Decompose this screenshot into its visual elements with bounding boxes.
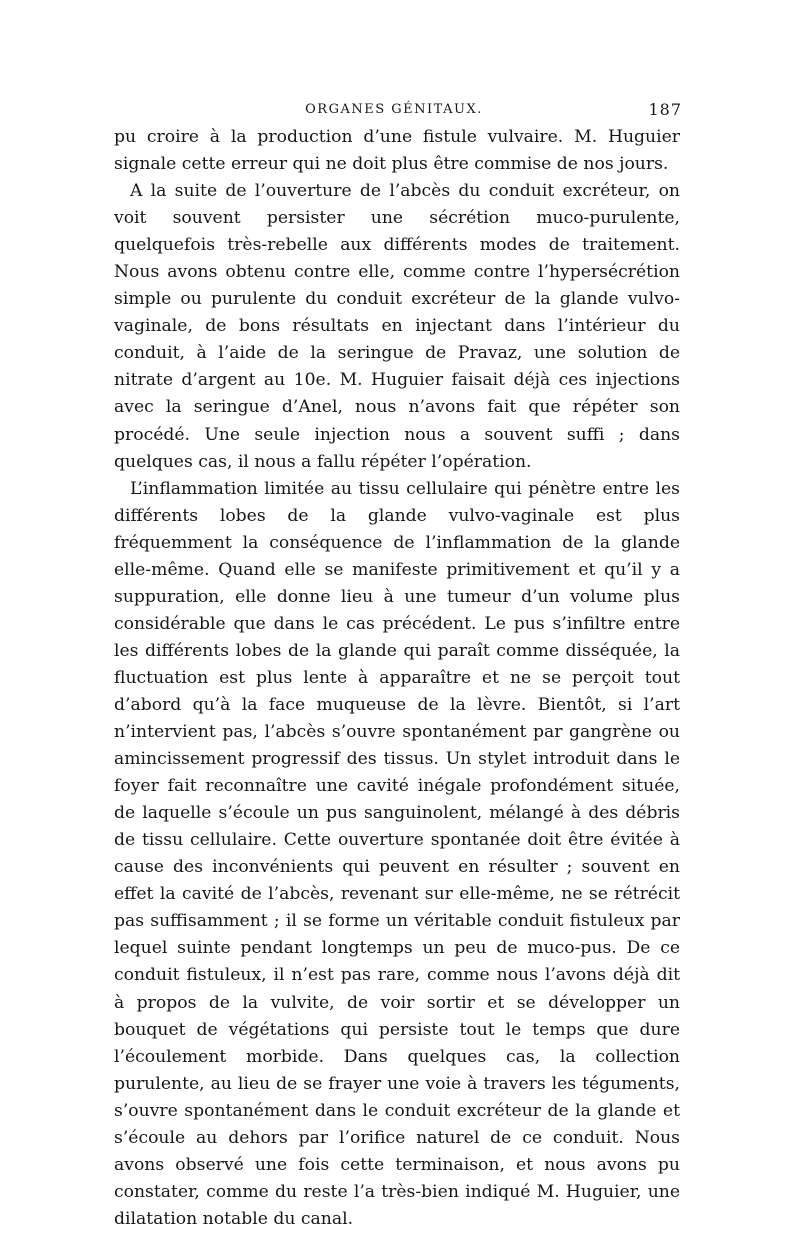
page-number: 187 [648,100,682,119]
paragraph-inflammation: L’inflammation limitée au tissu cellulaire qui pénètre entre les différents lobes de la glande vulvo-vaginale est plus fréquemment la conséquence de l’inflammation de la glande elle-même. Quand elle se manifeste primitivement et qu’il y a suppuration, elle donne lieu à une tumeur d’un volume plus considérable que dans le cas précédent. Le pus s’infiltre entre les différents lobes de la glande qui paraît comme disséquée, la fluctuation est plus lente à apparaître et ne se perçoit tout d’abord qu’à la face muqueuse de la lèvre. Bientôt, si l’art n’intervient pas, l’abcès s’ouvre spontanément par gangrène ou amincissement progressif des tissus. Un stylet introduit dans le foyer fait reconnaître une cavité inégale profondément située, de laquelle s’écoule un pus sanguinolent, mélangé à des débris de tissu cellulaire. Cette ouverture spontanée doit être évitée à cause des inconvénients qui peuvent en résulter ; souvent en effet la cavité de l’abcès, revenant sur elle-même, ne se rétrécit pas suffisamment ; il se forme un véritable conduit fistuleux par lequel suinte pendant longtemps un peu de muco-pus. De ce conduit fistuleux, il n’est pas rare, comme nous l’avons déjà dit à propos de la vulvite, de voir sortir et se développer un bouquet de végétations qui persiste tout le temps que dure l’écoulement morbide. Dans quelques cas, la collection purulente, au lieu de se frayer une voie à travers les téguments, s’ouvre spontanément dans le conduit excréteur de la glande et s’écoule au dehors par l’orifice naturel de ce conduit. Nous avons observé une fois cette terminaison, et nous avons pu constater, comme du reste l’a très-bien indiqué M. Huguier, une dilatation notable du canal. [114,478,680,1229]
running-head [108,100,680,122]
paragraph-continuation: pu croire à la production d’une fistule vulvaire. M. Huguier signale cette erreur qui ne doit plus être commise de nos jours. [114,127,680,175]
body-text [114,124,680,1233]
paragraph-abscess-treatment: A la suite de l’ouverture de l’abcès du conduit excréteur, on voit souvent persister une sécrétion muco-purulente, quelquefois très-rebelle aux différents modes de traitement. Nous avons obtenu contre elle, comme contre l’hypersécrétion simple ou purulente du conduit excréteur de la glande vulvo-vaginale, de bons résultats en injectant dans l’intérieur du conduit, à l’aide de la seringue de Pravaz, une solution de nitrate d’argent au 10e. M. Huguier faisait déjà ces injections avec la seringue d’Anel, nous n’avons fait que répéter son procédé. Une seule injection nous a souvent suffi ; dans quelques cas, il nous a fallu répéter l’opération. [114,181,680,472]
running-title: ORGANES GÉNITAUX. [305,102,483,117]
